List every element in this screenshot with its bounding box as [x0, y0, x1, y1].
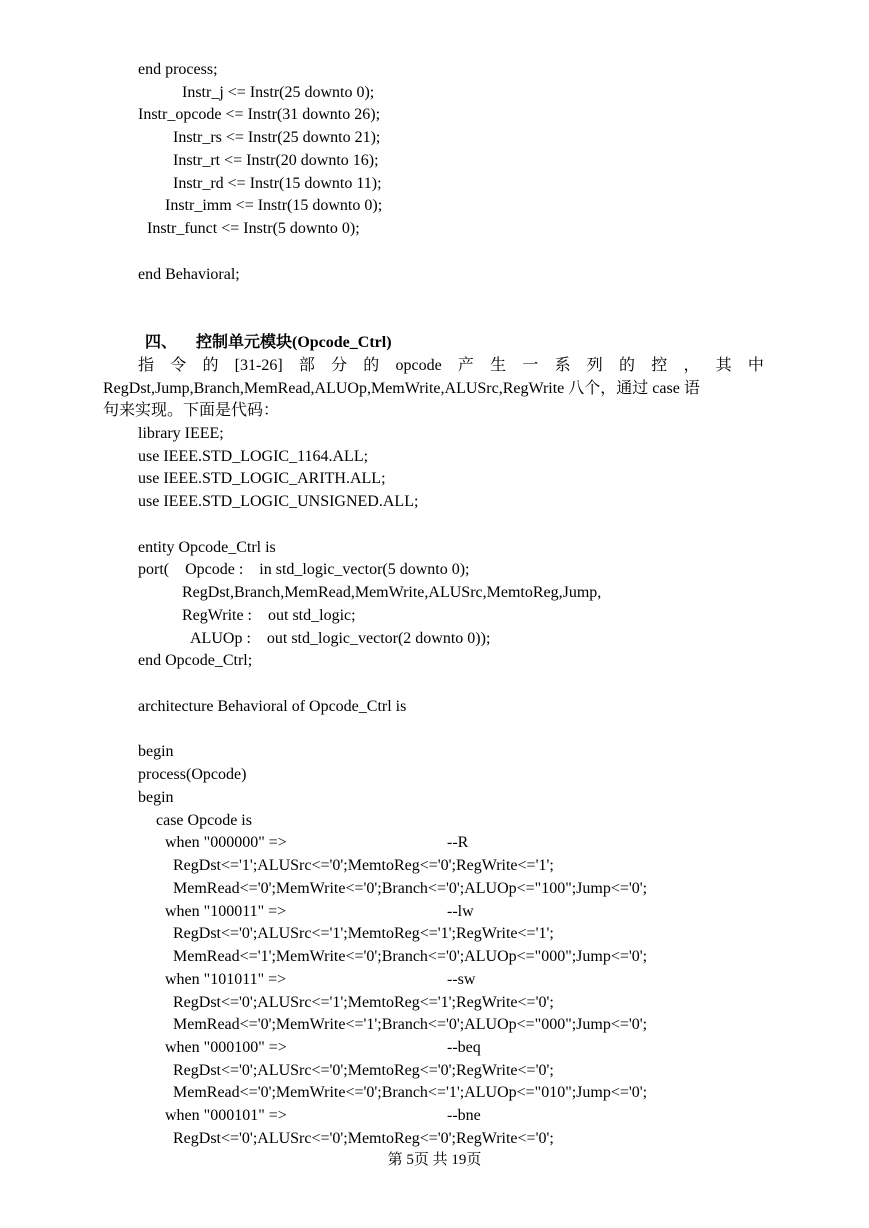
- code-line: Instr_rt <= Instr(20 downto 16);: [173, 152, 379, 169]
- paragraph-word: 产: [457, 357, 474, 374]
- code-comment: --beq: [447, 1039, 481, 1056]
- paragraph-word: 部: [298, 357, 315, 374]
- code-line: Instr_opcode <= Instr(31 downto 26);: [138, 106, 381, 123]
- code-line: RegDst<='0';ALUSrc<='1';MemtoReg<='1';RegWrite<='0';: [173, 994, 554, 1011]
- paragraph-word: 分: [331, 357, 348, 374]
- paragraph-word: 列: [586, 357, 603, 374]
- code-line: MemRead<='0';MemWrite<='0';Branch<='1';ALUOp<="010";Jump<='0';: [173, 1084, 648, 1101]
- paragraph-word: opcode: [395, 357, 442, 374]
- paragraph-word: 其: [715, 357, 732, 374]
- code-line: Instr_j <= Instr(25 downto 0);: [182, 84, 375, 101]
- code-line: end Opcode_Ctrl;: [138, 652, 253, 669]
- page-footer: 第 5页 共 19页: [387, 1152, 482, 1168]
- paragraph-word: [31-26]: [234, 357, 283, 374]
- code-line: when "000100" =>: [165, 1039, 287, 1056]
- code-comment: --sw: [447, 971, 476, 988]
- section-number: 四、: [145, 334, 178, 351]
- code-line: when "101011" =>: [165, 971, 287, 988]
- paragraph-word: 控: [651, 357, 668, 374]
- paragraph-word: 生: [490, 357, 507, 374]
- code-line: architecture Behavioral of Opcode_Ctrl is: [138, 698, 407, 715]
- code-line: process(Opcode): [138, 766, 247, 783]
- code-comment: --R: [447, 834, 469, 851]
- code-line: use IEEE.STD_LOGIC_ARITH.ALL;: [138, 470, 386, 487]
- paragraph-line-1: [138, 356, 764, 376]
- paragraph-line-3: 句来实现。下面是代码：: [103, 402, 280, 419]
- paragraph-word: 中: [747, 357, 764, 374]
- code-comment: --bne: [447, 1107, 481, 1124]
- code-line: begin: [138, 789, 174, 806]
- code-line: use IEEE.STD_LOGIC_1164.ALL;: [138, 448, 369, 465]
- code-line: entity Opcode_Ctrl is: [138, 539, 276, 556]
- code-line: RegDst<='0';ALUSrc<='0';MemtoReg<='0';RegWrite<='0';: [173, 1130, 554, 1147]
- paragraph-word: 指: [138, 357, 155, 374]
- code-line: end process;: [138, 61, 218, 78]
- paragraph-word: ，: [683, 357, 700, 374]
- section-title: 控制单元模块(Opcode_Ctrl): [196, 334, 392, 351]
- paragraph-word: 一: [522, 357, 539, 374]
- code-line: Instr_rd <= Instr(15 downto 11);: [173, 175, 382, 192]
- code-line: Instr_rs <= Instr(25 downto 21);: [173, 129, 381, 146]
- code-line: RegDst,Branch,MemRead,MemWrite,ALUSrc,MemtoReg,Jump,: [182, 584, 602, 601]
- code-line: MemRead<='0';MemWrite<='1';Branch<='0';ALUOp<="000";Jump<='0';: [173, 1016, 648, 1033]
- code-line: when "100011" =>: [165, 903, 287, 920]
- code-comment: --lw: [447, 903, 474, 920]
- code-line: when "000000" =>: [165, 834, 287, 851]
- paragraph-word: 的: [202, 357, 219, 374]
- code-line: end Behavioral;: [138, 266, 240, 283]
- paragraph-word: 的: [363, 357, 380, 374]
- paragraph-word: 令: [170, 357, 187, 374]
- code-line: Instr_imm <= Instr(15 downto 0);: [165, 197, 383, 214]
- paragraph-word: 的: [619, 357, 636, 374]
- paragraph-line-2: RegDst,Jump,Branch,MemRead,ALUOp,MemWrite,ALUSrc,RegWrite 八个，通过 case 语: [103, 380, 700, 397]
- code-line: RegDst<='1';ALUSrc<='0';MemtoReg<='0';RegWrite<='1';: [173, 857, 554, 874]
- code-line: Instr_funct <= Instr(5 downto 0);: [147, 220, 360, 237]
- code-line: begin: [138, 743, 174, 760]
- code-line: ALUOp : out std_logic_vector(2 downto 0));: [190, 630, 491, 647]
- paragraph-word: 系: [554, 357, 571, 374]
- code-line: library IEEE;: [138, 425, 224, 442]
- code-line: MemRead<='0';MemWrite<='0';Branch<='0';ALUOp<="100";Jump<='0';: [173, 880, 648, 897]
- code-line: RegWrite : out std_logic;: [182, 607, 356, 624]
- code-line: case Opcode is: [156, 812, 252, 829]
- code-line: when "000101" =>: [165, 1107, 287, 1124]
- code-line: RegDst<='0';ALUSrc<='0';MemtoReg<='0';RegWrite<='0';: [173, 1062, 554, 1079]
- code-line: MemRead<='1';MemWrite<='0';Branch<='0';ALUOp<="000";Jump<='0';: [173, 948, 648, 965]
- code-line: port( Opcode : in std_logic_vector(5 downto 0);: [138, 561, 470, 578]
- code-line: use IEEE.STD_LOGIC_UNSIGNED.ALL;: [138, 493, 419, 510]
- code-line: RegDst<='0';ALUSrc<='1';MemtoReg<='1';RegWrite<='1';: [173, 925, 554, 942]
